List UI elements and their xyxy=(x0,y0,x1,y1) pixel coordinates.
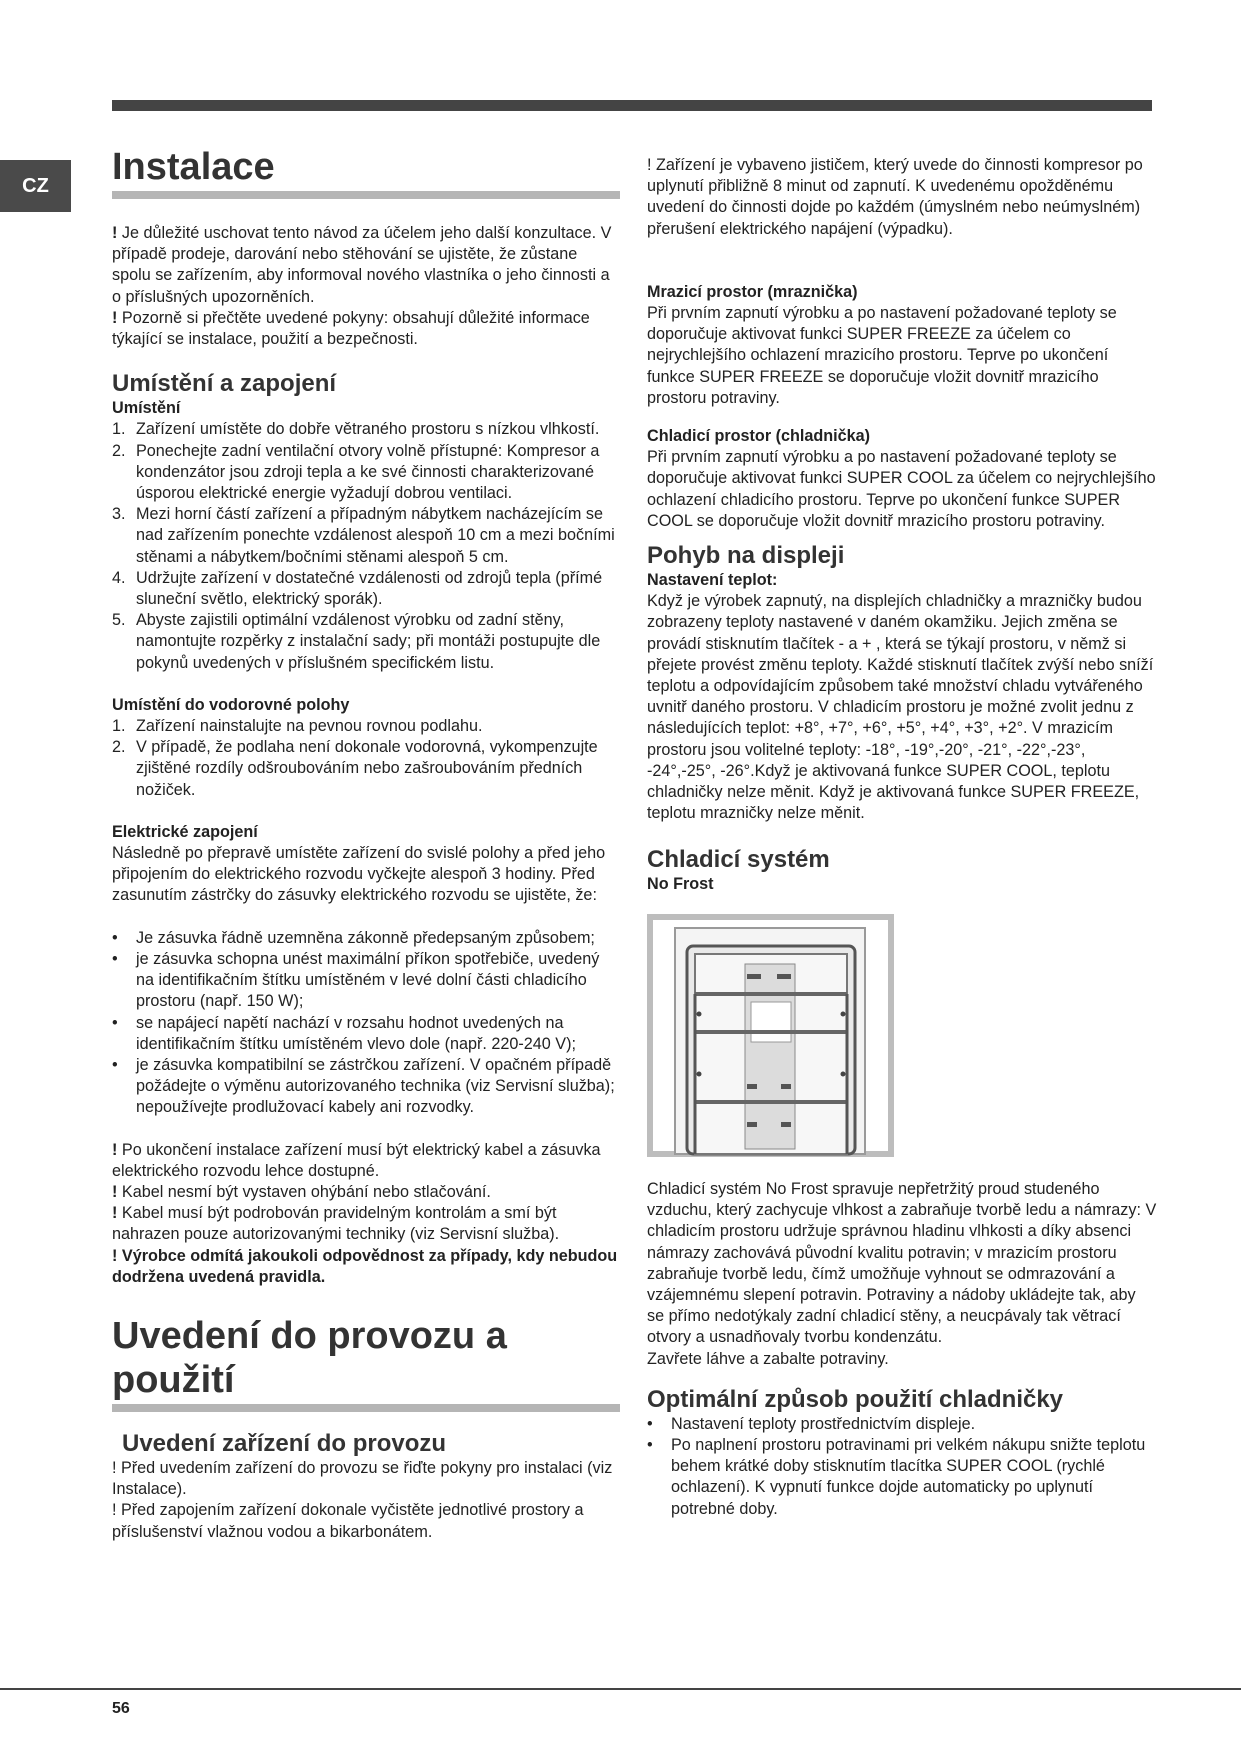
display-subheading: Nastavení teplot: xyxy=(647,571,778,590)
warning-1: ! Po ukončení instalace zařízení musí být elektrický kabel a zásuvka elektrického rozvodu lehce dostupné. xyxy=(112,1140,601,1180)
placement-list xyxy=(112,419,620,673)
cooling-subheading: No Frost xyxy=(647,875,714,894)
list-item: 1. Zařízení nainstalujte na pevnou rovnou podlahu. xyxy=(112,717,483,736)
placement-heading: Umístění a zapojení xyxy=(112,370,337,398)
right-column xyxy=(647,155,1157,1520)
list-item: • Po naplnení prostoru potravinami pri velkém nákupu snižte teplotu behem krátké doby stisknutím tlacítka SUPER COOL (rychlé ochlazení). K vypnutí funkce dojde automaticky po uplynutí potrebné doby. xyxy=(647,1435,1146,1518)
intro-paragraph-2: ! Pozorně si přečtěte uvedené pokyny: obsahují důležité informace týkající se instalace, použití a bezpečnosti. xyxy=(112,308,590,349)
nofrost-closing: Zavřete láhve a zabalte potraviny. xyxy=(647,1349,889,1368)
list-item: 2. Ponechejte zadní ventilační otvory volně přístupné: Kompresor a kondenzátor jsou zdroji tepla a ke své činnosti charakterizované úsporou elektrické energie vyžadují dobrou ventilaci. xyxy=(112,441,600,503)
intro-paragraph-1: ! Je důležité uschovat tento návod za účelem jeho další konzultace. V případě prodeje, darování nebo stěhování se ujistěte, že zůstane spolu se zařízením, aby informoval nového vlastníka o jeho činnosti a o příslušných upozorněních. xyxy=(112,224,612,306)
fridge-heading: Chladicí prostor (chladnička) xyxy=(647,427,871,446)
display-text: Když je výrobek zapnutý, na displejích chladničky a mrazničky budou zobrazeny teploty nastavené v daném okamžiku. Jejich změna se provádí stisknutím tlačítek - a + , která se týkají prostoru, v němž si přejete provést změnu teploty. Každé stisknutí tlačítek zvýší nebo sníží teplotu a odpovídajícím způsobem také množství chladu vytvářeného uvnitř daného prostoru. V chladicím prostoru je možné zvolit jednu z následujících teplot: +8°, +7°, +6°, +5°, +4°, +3°, +2°. V mrazicím prostoru jsou volitelné teploty: -18°, -19°,-20°, -21°, -22°,-23°, -24°,-25°, -26°.Když je aktivovaná funkce SUPER COOL, teplotu chladničky nelze měnit. Když je aktivovaná funkce SUPER FREEZE, teplotu mrazničky nelze měnit. xyxy=(647,592,1154,823)
display-heading: Pohyb na displeji xyxy=(647,542,845,570)
section-title-installation: Instalace xyxy=(112,145,620,199)
list-item: • se napájecí napětí nachází v rozsahu hodnot uvedených na identifikačním štítku umístěném vlevo dole (např. 220-240 V); xyxy=(112,1013,576,1053)
header-bar xyxy=(112,100,1152,111)
list-item: • je zásuvka schopna unést maximální příkon spotřebiče, uvedený na identifikačním štítku umístěném v levé dolní části chladicího prostoru (např. 150 W); xyxy=(112,949,600,1011)
list-item: 2. V případě, že podlaha není dokonale vodorovná, vykompenzujte zjištěné rozdíly odšroubováním nebo zašroubováním předních nožiček. xyxy=(112,738,598,799)
footer-rule xyxy=(0,1688,1241,1690)
startup-paragraph-2: ! Před zapojením zařízení dokonale vyčistěte jednotlivé prostory a příslušenství vlažnou vodou a bikarbonátem. xyxy=(112,1501,584,1541)
warning-bold: ! Výrobce odmítá jakoukoli odpovědnost za případy, kdy nebudou dodržena uvedená pravidla. xyxy=(112,1246,618,1286)
electric-heading: Elektrické zapojení xyxy=(112,822,258,841)
left-column xyxy=(112,145,620,1543)
warning-2: ! Kabel nesmí být vystaven ohýbání nebo stlačování. xyxy=(112,1182,491,1201)
list-item: • Nastavení teploty prostřednictvím displeje. xyxy=(647,1414,976,1433)
freezer-heading: Mrazicí prostor (mraznička) xyxy=(647,282,858,301)
list-item: 5. Abyste zajistili optimální vzdálenost výrobku od zadní stěny, namontujte rozpěrky z instalační sady; při montáži postupujte dle pokynů uvedených v příslušném specifickém listu. xyxy=(112,611,601,672)
electric-bullets xyxy=(112,928,620,1119)
placement-subheading: Umístění xyxy=(112,399,181,418)
fridge-text: Při prvním zapnutí výrobku a po nastavení požadované teploty se doporučuje aktivovat funkci SUPER COOL za účelem co nejrychlejšího ochlazení chladicího prostoru. Teprve po ukončení funkce SUPER COOL se doporučuje vložit dovnitř mrazicího prostoru potraviny. xyxy=(647,448,1156,530)
nofrost-fridge-illustration xyxy=(647,914,894,1157)
optimal-bullets xyxy=(647,1414,1157,1520)
level-heading: Umístění do vodorovné polohy xyxy=(112,695,350,714)
startup-heading: Uvedení zařízení do provozu xyxy=(122,1429,447,1457)
list-item: • Je zásuvka řádně uzemněna zákonně předepsaným způsobem; xyxy=(112,928,595,947)
list-item: 4. Udržujte zařízení v dostatečné vzdálenosti od zdrojů tepla (přímé sluneční světlo, elektrický sporák). xyxy=(112,568,603,609)
list-item: 1. Zařízení umístěte do dobře větraného prostoru s nízkou vlhkostí. xyxy=(112,420,600,439)
warning-3: ! Kabel musí být podrobován pravidelným kontrolám a smí být nahrazen pouze autorizovanými techniky (viz Servisní služba). xyxy=(112,1204,560,1244)
section-title-startup: Uvedení do provozu a použití xyxy=(112,1314,620,1412)
list-item: • je zásuvka kompatibilní se zástrčkou zařízení. V opačném případě požádejte o výměnu autorizovaného technika (viz Servisní služba); nepoužívejte prodlužovací kabely ani rozvodky. xyxy=(112,1055,615,1117)
freezer-text: Při prvním zapnutí výrobku a po nastavení požadované teploty se doporučuje aktivovat funkci SUPER FREEZE za účelem co nejrychlejšího ochlazení mrazicího prostoru. Teprve po ukončení funkce SUPER FREEZE se doporučuje vložit dovnitř mrazicího prostoru potraviny. xyxy=(647,304,1117,407)
language-tab: CZ xyxy=(0,160,71,212)
list-item: 3. Mezi horní částí zařízení a případným nábytkem nacházejícím se nad zařízením ponechte vzdálenost alespoň 10 cm a mezi bočními stěnami a nábytkem/bočními stěnami alespoň 5 cm. xyxy=(112,505,615,566)
nofrost-text: Chladicí systém No Frost spravuje nepřetržitý proud studeného vzduchu, který zachycuje vlhkost a zabraňuje tvorbě ledu a námrazy: V chladicím prostoru udržuje správnou hladinu vlhkosti a díky absenci námrazy zachovává původní kvalitu potravin; v mrazicím prostoru zabraňuje tvorbě ledu, čímž umožňuje vyhnout se odmrazování a vzájemnému slepení potravin. Potraviny a nádoby ukládejte tak, aby se přímo nedotýkaly zadní chladicí stěny, a neucpávaly tak větrací otvory a usnadňovaly tvorbu kondenzátu. xyxy=(647,1179,1157,1347)
breaker-text: ! Zařízení je vybaveno jističem, který uvede do činnosti kompresor po uplynutí přibližně 8 minut od zapnutí. K uvedenému opožděnému uvedení do činnosti dojde po každém (úmyslném nebo neúmyslném) přerušení elektrického napájení (výpadku). xyxy=(647,156,1143,238)
cooling-heading: Chladicí systém xyxy=(647,846,830,874)
level-list xyxy=(112,716,620,801)
page-number: 56 xyxy=(112,1700,130,1717)
startup-paragraph-1: ! Před uvedením zařízení do provozu se řiďte pokyny pro instalaci (viz Instalace). xyxy=(112,1458,613,1499)
optimal-heading: Optimální způsob použití chladničky xyxy=(647,1385,1064,1413)
electric-text: Následně po přepravě umístěte zařízení do svislé polohy a před jeho připojením do elektrického rozvodu vyčkejte alespoň 3 hodiny. Před zasunutím zástrčky do zásuvky elektrického rozvodu se ujistěte, že: xyxy=(112,844,606,905)
